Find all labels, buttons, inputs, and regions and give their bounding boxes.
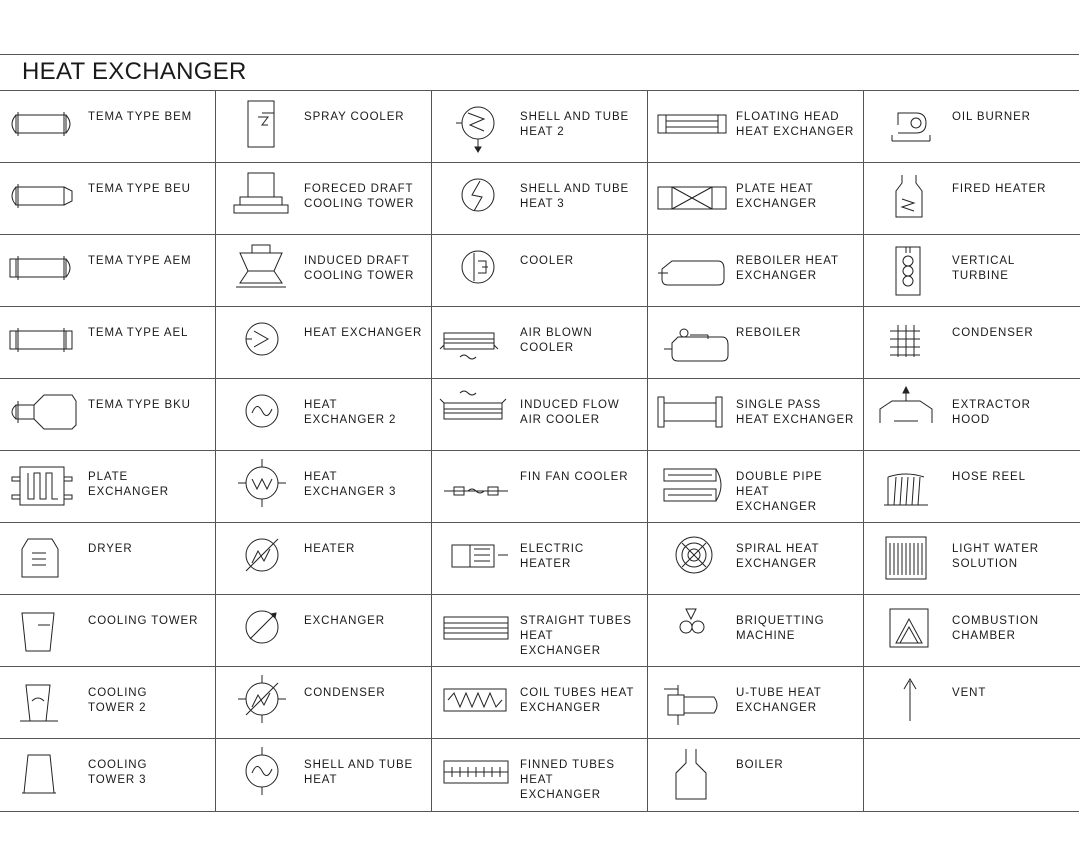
symbol-label: TEMA TYPE BEM — [88, 111, 193, 123]
symbol-cell — [216, 91, 432, 163]
symbol-label: OIL BURNER — [952, 111, 1031, 123]
symbol-label: PLATE EXCHANGER — [88, 471, 169, 498]
shell-tube-heat-3-icon — [438, 167, 518, 231]
combustion-chamber-icon — [870, 599, 950, 663]
symbol-label: CONDENSER — [952, 327, 1034, 339]
symbol-cell — [648, 667, 864, 739]
symbol-label: REBOILER HEAT EXCHANGER — [736, 255, 839, 282]
plate-exchanger-icon — [6, 455, 86, 519]
heat-exchanger-3-icon — [222, 455, 302, 519]
boiler-icon — [654, 743, 734, 807]
symbol-label: FLOATING HEAD HEAT EXCHANGER — [736, 111, 855, 138]
symbol-cell — [648, 523, 864, 595]
symbol-label: TEMA TYPE AEL — [88, 327, 189, 339]
symbol-label: DOUBLE PIPE HEAT EXCHANGER — [736, 471, 823, 513]
shell-tube-heat-icon — [222, 743, 302, 807]
symbol-label: LIGHT WATER SOLUTION — [952, 543, 1039, 570]
symbol-cell — [864, 163, 1080, 235]
cooling-tower-2-icon — [6, 671, 86, 735]
tema-beu-icon — [6, 167, 86, 231]
symbol-cell — [216, 595, 432, 667]
electric-heater-icon — [438, 527, 518, 591]
fired-heater-icon — [870, 167, 950, 231]
induced-draft-tower-icon — [222, 239, 302, 303]
symbol-cell — [864, 739, 1080, 811]
symbol-label: HEATER — [304, 543, 356, 555]
symbol-label: COIL TUBES HEAT EXCHANGER — [520, 687, 635, 714]
symbol-cell — [0, 379, 216, 451]
symbol-label: AIR BLOWN COOLER — [520, 327, 593, 354]
symbol-cell — [432, 307, 648, 379]
symbol-label: SPIRAL HEAT EXCHANGER — [736, 543, 820, 570]
cooler-icon — [438, 239, 518, 303]
symbol-cell — [0, 307, 216, 379]
symbol-label: FINNED TUBES HEAT EXCHANGER — [520, 759, 615, 801]
symbol-label: COMBUSTION CHAMBER — [952, 615, 1039, 642]
oil-burner-icon — [870, 95, 950, 159]
reboiler-icon — [654, 311, 734, 375]
symbol-label: INDUCED DRAFT COOLING TOWER — [304, 255, 415, 282]
symbol-cell — [432, 379, 648, 451]
symbol-label: TEMA TYPE BEU — [88, 183, 191, 195]
symbol-cell — [648, 595, 864, 667]
symbol-label: HEAT EXCHANGER 3 — [304, 471, 397, 498]
symbol-cell — [216, 163, 432, 235]
symbol-cell — [0, 451, 216, 523]
symbol-cell — [432, 91, 648, 163]
symbol-cell — [648, 451, 864, 523]
page-title: HEAT EXCHANGER — [22, 58, 247, 85]
symbol-cell — [648, 739, 864, 811]
tema-bku-icon — [6, 383, 86, 447]
condenser-coil-icon — [870, 311, 950, 375]
symbol-cell — [864, 91, 1080, 163]
symbol-label: EXTRACTOR HOOD — [952, 399, 1031, 426]
symbol-cell — [0, 595, 216, 667]
symbol-cell — [432, 667, 648, 739]
symbol-label: FIRED HEATER — [952, 183, 1047, 195]
symbol-label: EXCHANGER — [304, 615, 385, 627]
tema-bem-icon — [6, 95, 86, 159]
symbol-label: HEAT EXCHANGER — [304, 327, 423, 339]
symbol-cell — [0, 523, 216, 595]
spray-cooler-icon — [222, 95, 302, 159]
symbol-cell — [648, 163, 864, 235]
symbol-label: U-TUBE HEAT EXCHANGER — [736, 687, 822, 714]
symbol-cell — [432, 163, 648, 235]
extractor-hood-icon — [870, 383, 950, 447]
symbol-label: HEAT EXCHANGER 2 — [304, 399, 397, 426]
symbol-cell — [864, 307, 1080, 379]
symbol-label: SHELL AND TUBE HEAT — [304, 759, 414, 786]
symbol-grid — [0, 91, 1079, 811]
shell-tube-heat-2-icon — [438, 95, 518, 159]
symbol-cell — [432, 451, 648, 523]
symbol-cell — [648, 307, 864, 379]
symbol-label: VENT — [952, 687, 987, 699]
symbol-label: SHELL AND TUBE HEAT 3 — [520, 183, 630, 210]
symbol-label: COOLING TOWER 3 — [88, 759, 148, 786]
symbol-label: SPRAY COOLER — [304, 111, 405, 123]
coil-tubes-icon — [438, 671, 518, 735]
tema-ael-icon — [6, 311, 86, 375]
symbol-label: FIN FAN COOLER — [520, 471, 629, 483]
symbol-cell — [0, 235, 216, 307]
symbol-label: TEMA TYPE BKU — [88, 399, 191, 411]
symbol-cell — [216, 307, 432, 379]
symbol-cell — [648, 91, 864, 163]
air-blown-cooler-icon — [438, 311, 518, 375]
double-pipe-icon — [654, 455, 734, 519]
plate-heat-exchanger-icon — [654, 167, 734, 231]
symbol-label: INDUCED FLOW AIR COOLER — [520, 399, 620, 426]
heat-exchanger-icon — [222, 311, 302, 375]
symbol-cell — [864, 235, 1080, 307]
symbol-cell — [864, 523, 1080, 595]
floating-head-icon — [654, 95, 734, 159]
condenser-icon — [222, 671, 302, 735]
fin-fan-cooler-icon — [438, 455, 518, 519]
symbol-cell — [216, 523, 432, 595]
symbol-label: FORECED DRAFT COOLING TOWER — [304, 183, 415, 210]
heater-icon — [222, 527, 302, 591]
symbol-label: DRYER — [88, 543, 133, 555]
symbol-label: PLATE HEAT EXCHANGER — [736, 183, 817, 210]
cooling-tower-icon — [6, 599, 86, 663]
symbol-label: TEMA TYPE AEM — [88, 255, 192, 267]
cooling-tower-3-icon — [6, 743, 86, 807]
symbol-cell — [432, 235, 648, 307]
vent-icon — [870, 671, 950, 735]
symbol-cell — [216, 451, 432, 523]
symbol-cell — [864, 451, 1080, 523]
symbol-label: CONDENSER — [304, 687, 386, 699]
symbol-label: HOSE REEL — [952, 471, 1026, 483]
symbol-cell — [864, 379, 1080, 451]
symbol-cell — [432, 739, 648, 811]
symbol-cell — [0, 163, 216, 235]
symbol-cell — [864, 595, 1080, 667]
symbol-label: SHELL AND TUBE HEAT 2 — [520, 111, 630, 138]
symbol-label: STRAIGHT TUBES HEAT EXCHANGER — [520, 615, 632, 657]
vertical-turbine-icon — [870, 239, 950, 303]
briquetting-machine-icon — [654, 599, 734, 663]
reboiler-heat-exchanger-icon — [654, 239, 734, 303]
symbol-cell — [648, 235, 864, 307]
induced-flow-air-cooler-icon — [438, 383, 518, 447]
single-pass-icon — [654, 383, 734, 447]
forced-draft-tower-icon — [222, 167, 302, 231]
symbol-sheet — [0, 54, 1079, 812]
symbol-cell — [648, 379, 864, 451]
symbol-label: BRIQUETTING MACHINE — [736, 615, 825, 642]
symbol-cell — [216, 739, 432, 811]
exchanger-icon — [222, 599, 302, 663]
symbol-label: REBOILER — [736, 327, 802, 339]
symbol-label: COOLER — [520, 255, 574, 267]
symbol-label: ELECTRIC HEATER — [520, 543, 585, 570]
u-tube-icon — [654, 671, 734, 735]
symbol-label: VERTICAL TURBINE — [952, 255, 1016, 282]
symbol-label: SINGLE PASS HEAT EXCHANGER — [736, 399, 855, 426]
heat-exchanger-2-icon — [222, 383, 302, 447]
symbol-label: BOILER — [736, 759, 784, 771]
symbol-cell — [0, 91, 216, 163]
hose-reel-icon — [870, 455, 950, 519]
title-row — [0, 55, 1079, 91]
light-water-solution-icon — [870, 527, 950, 591]
symbol-cell — [0, 667, 216, 739]
spiral-heat-exchanger-icon — [654, 527, 734, 591]
symbol-cell — [432, 523, 648, 595]
symbol-cell — [432, 595, 648, 667]
symbol-label: COOLING TOWER — [88, 615, 199, 627]
straight-tubes-icon — [438, 599, 518, 663]
symbol-cell — [216, 235, 432, 307]
dryer-icon — [6, 527, 86, 591]
symbol-cell — [216, 667, 432, 739]
symbol-label: COOLING TOWER 2 — [88, 687, 148, 714]
tema-aem-icon — [6, 239, 86, 303]
symbol-cell — [0, 739, 216, 811]
symbol-cell — [216, 379, 432, 451]
finned-tubes-icon — [438, 743, 518, 807]
symbol-cell — [864, 667, 1080, 739]
